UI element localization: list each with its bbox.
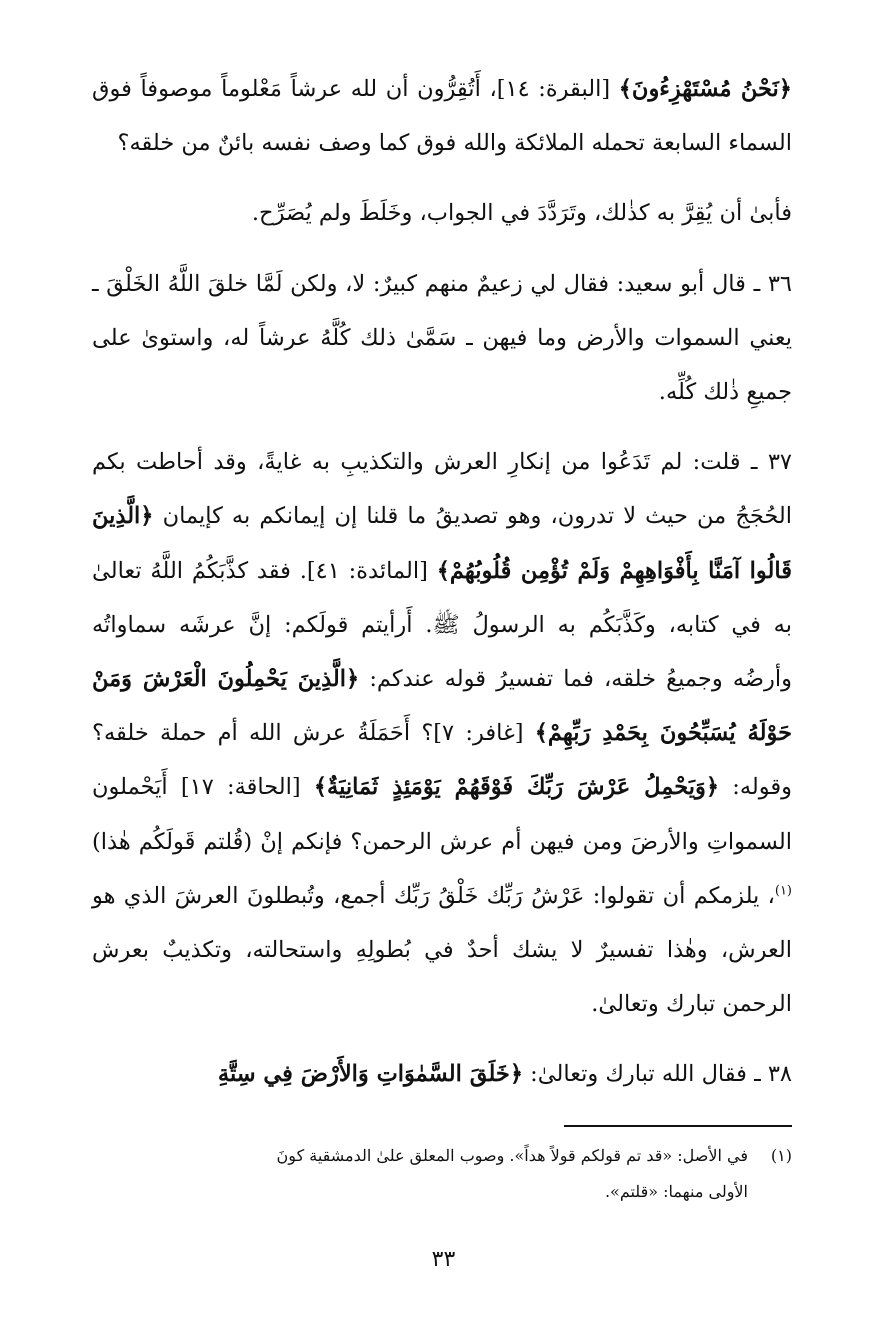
quran-quote: ﴿نَحْنُ مُسْتَهْزِءُونَ﴾ (618, 76, 792, 102)
paragraph-36 (92, 257, 792, 420)
paragraph-2 (92, 186, 792, 240)
quran-quote: ﴿الَّذِينَ يَحْمِلُونَ الْعَرْشَ وَمَنْ حَوْلَهُ يُسَبِّحُونَ بِحَمْدِ رَبِّهِمْ﴾ (92, 666, 792, 747)
paragraph-37 (92, 435, 792, 1031)
footnote-line-1 (92, 1138, 792, 1174)
paragraph-text: [المائدة: ٤١]. فقد كذَّبَكُمُ اللَّهُ تعالىٰ به في كتابه، وكَذَّبَكُم به الرسولُ ﷺ. أَرأيتم قولَكم: إنَّ عرشَه سماواتُه وأرضُه وجميعُ خلقه، فما تفسيرُ قوله عندكم: (92, 557, 792, 693)
page-number: ٣٣ (431, 1247, 456, 1272)
footnote-text: في الأصل: «قد تم قولكم قولاً هداً». وصوب المعلق علىٰ الدمشقية كونَ (276, 1146, 748, 1165)
paragraph-text: ٣٦ ـ قال أبو سعيد: فقال لي زعيمٌ منهم كبيرٌ: لا، ولكن لَمَّا خلقَ اللَّهُ الخَلْقَ ـ يعني السموات والأرض وما فيهن ـ سَمَّىٰ ذلك كُلَّهُ عرشاً له، واستوىٰ على جميعِ ذٰلك كُلِّه. (92, 270, 792, 406)
quran-quote: ﴿خَلَقَ السَّمٰوَاتِ وَالأَرْضَ فِي سِتَّةِ (217, 1061, 524, 1088)
paragraph-text: ، يلزمكم أن تقولوا: عَرْشُ رَبِّك خَلْقُ رَبِّك أجمع، وتُبطلونَ العرشَ الذي هو العرش، وهٰذا تفسيرٌ لا يشك أحدٌ في بُطولِهِ واستحالته، وتكذيبٌ بعرش الرحمن تبارك وتعالىٰ. (92, 882, 792, 1018)
page-body (92, 62, 792, 1102)
footnote-separator (564, 1125, 792, 1127)
footnote-marker: (١) (774, 883, 792, 899)
paragraph-text: فأبىٰ أن يُقِرَّ به كذٰلك، وتَرَدَّدَ في الجواب، وخَلَطَ ولم يُصَرِّح. (251, 200, 792, 227)
paragraph-text: [البقرة: ١٤]، أَتُقِرُّون أن لله عرشاً مَعْلوماً موصوفاً فوق السماء السابعة تحمله الملائكة والله فوق كما وصف نفسه بائنٌ من خلقه؟ (92, 76, 792, 157)
paragraph-text: [غافر: ٧]؟ أَحَمَلَةُ عرش الله أم حملة خلقه؟ وقوله: (92, 720, 792, 801)
paragraph-text: ٣٨ ـ فقال الله تبارك وتعالىٰ: (523, 1061, 792, 1088)
quran-quote: ﴿الَّذِينَ قَالُوا آمَنَّا بِأَفْوَاهِهِمْ وَلَمْ تُؤْمِن قُلُوبُهُمْ﴾ (92, 503, 792, 584)
paragraph-text: [الحاقة: ١٧] أَيَحْملون السمواتِ والأرضَ ومن فيهن أم عرش الرحمن؟ فإنكم إنْ (قُلتم قَولَكُم هٰذا) (92, 774, 792, 855)
footnote-number: (١) (770, 1146, 792, 1165)
paragraph-text: ٣٧ ـ قلت: لم تَدَعُوا من إنكارِ العرش والتكذيبِ به غايةً، وقد أحاطت بكم الحُجَجُ من حيث لا تدرون، وهو تصديقُ ما قلنا إن إيمانكم به كإيمان (92, 449, 792, 530)
paragraph-1 (92, 62, 792, 170)
paragraph-38 (92, 1047, 792, 1101)
footnote-line-2: الأولى منهما: «قلتم». (604, 1182, 748, 1201)
quran-quote: ﴿وَيَحْمِلُ عَرْشَ رَبِّكَ فَوْقَهُمْ يَوْمَئِذٍ ثَمَانِيَةٌ﴾ (313, 774, 720, 801)
footnote (92, 1138, 792, 1210)
